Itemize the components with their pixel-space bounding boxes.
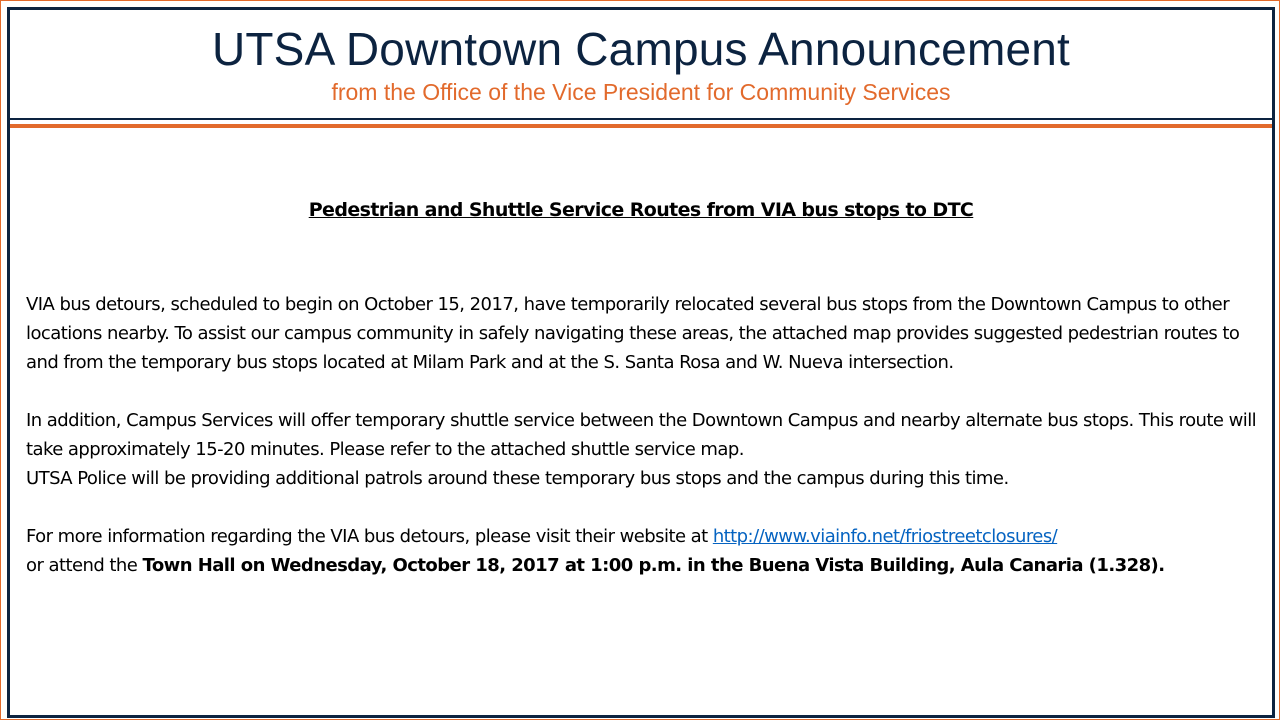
header-divider-navy xyxy=(10,118,1272,120)
announcement-subtitle: from the Office of the Vice President for Community Services xyxy=(331,79,951,105)
town-hall-details: Town Hall on Wednesday, October 18, 2017 at 1:00 p.m. in the Buena Vista Building, Aula Canaria (1.328). xyxy=(142,555,1165,576)
paragraph-more-info xyxy=(26,522,1266,580)
paragraph-spacer xyxy=(26,377,1266,406)
paragraph-detours: VIA bus detours, scheduled to begin on October 15, 2017, have temporarily relocated several bus stops from the Downtown Campus to other locations nearby. To assist our campus community in safely navigating these areas, the attached map provides suggested pedestrian routes to and from the temporary bus stops located at Milam Park and at the S. Santa Rosa and W. Nueva intersection. xyxy=(26,294,1240,373)
paragraph-shuttle: In addition, Campus Services will offer temporary shuttle service between the Downtown Campus and nearby alternate bus stops. This route will take approximately 15-20 minutes. Please refer to the attached shuttle service map. xyxy=(26,410,1257,460)
header-divider-orange xyxy=(10,124,1272,128)
announcement-body xyxy=(26,290,1266,580)
paragraph-spacer xyxy=(26,493,1266,522)
more-info-connector: or attend the xyxy=(26,555,143,576)
paragraph-police: UTSA Police will be providing additional patrols around these temporary bus stops and the campus during this time. xyxy=(26,468,1009,489)
more-info-intro: For more information regarding the VIA bus detours, please visit their website at xyxy=(26,526,713,547)
via-closures-link[interactable]: http://www.viainfo.net/friostreetclosures/ xyxy=(712,526,1058,547)
announcement-title: UTSA Downtown Campus Announcement xyxy=(211,23,1071,75)
section-heading xyxy=(10,199,1272,221)
section-heading-text: Pedestrian and Shuttle Service Routes from VIA bus stops to DTC xyxy=(308,199,974,221)
